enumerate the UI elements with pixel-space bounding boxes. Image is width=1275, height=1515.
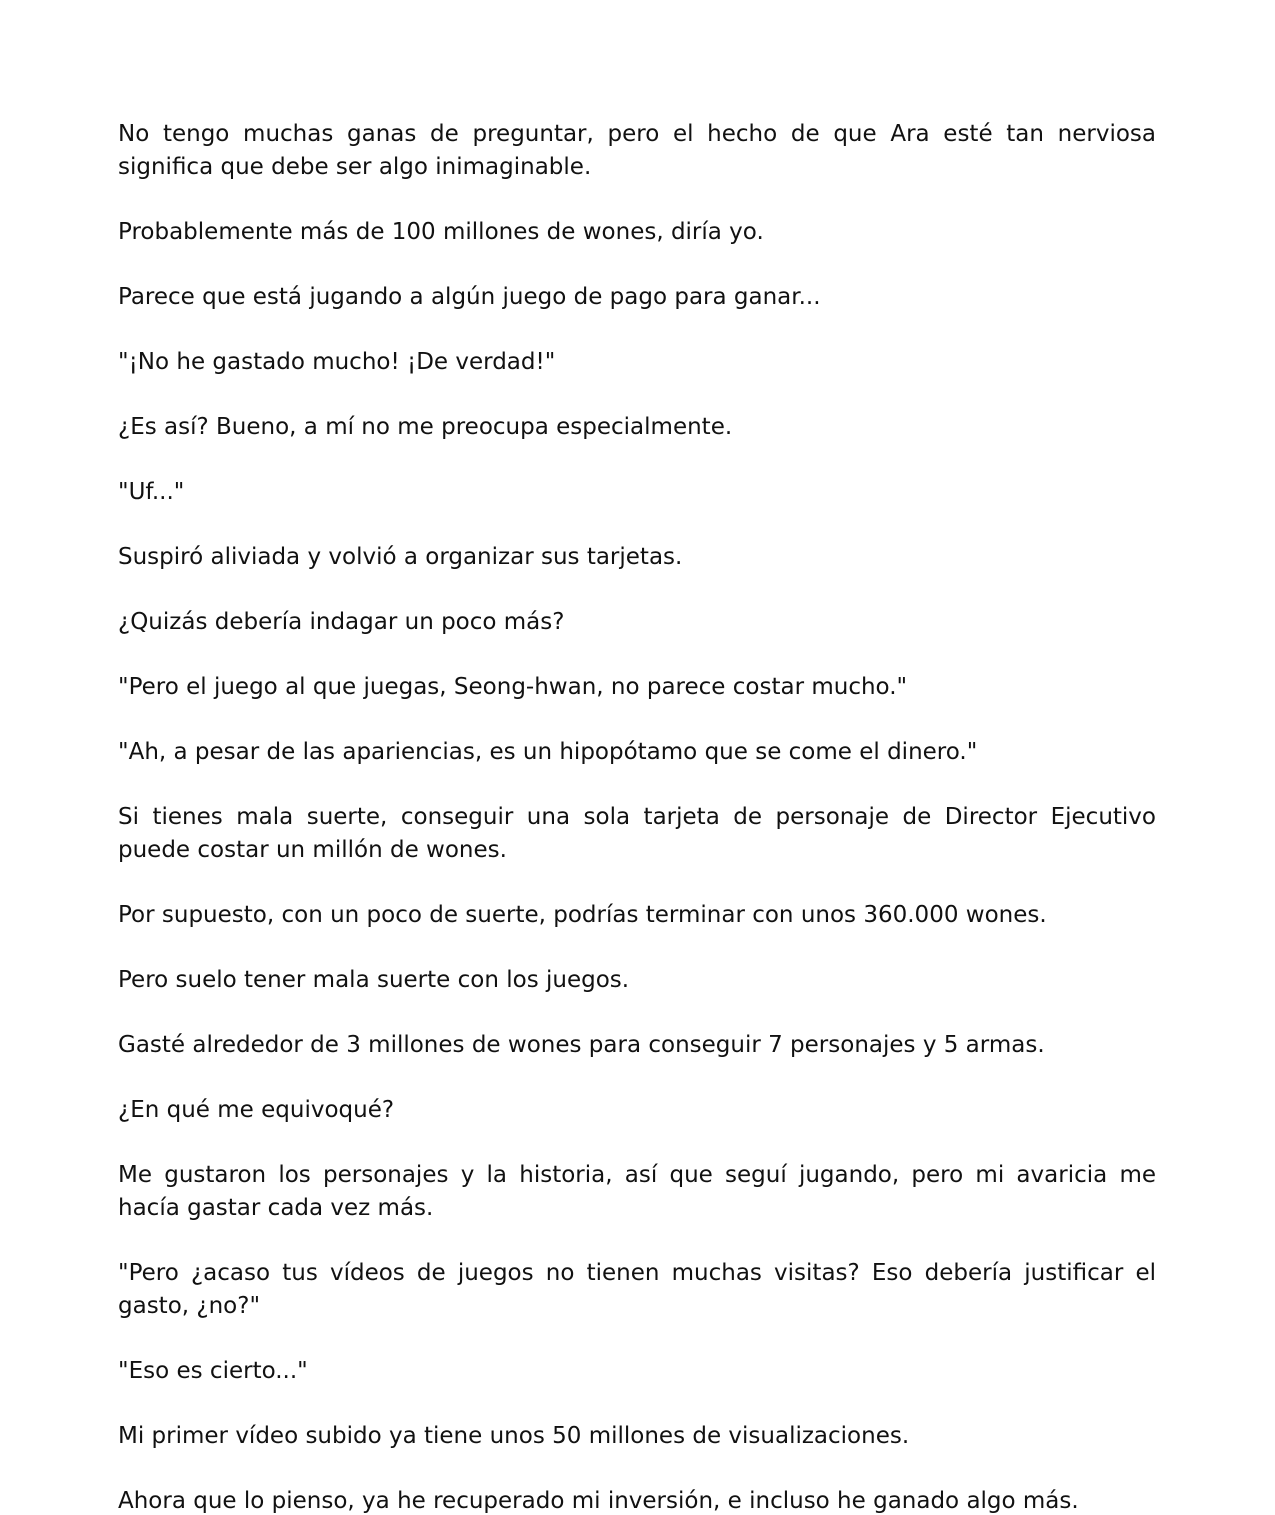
paragraph: "¡No he gastado mucho! ¡De verdad!" (118, 349, 556, 375)
text-column (118, 118, 1156, 1515)
paragraph: ¿Quizás debería indagar un poco más? (118, 609, 565, 635)
paragraph: Gasté alrededor de 3 millones de wones para conseguir 7 personajes y 5 armas. (118, 1032, 1045, 1058)
paragraph: ¿Es así? Bueno, a mí no me preocupa especialmente. (118, 414, 733, 440)
paragraph: Si tienes mala suerte, conseguir una sola tarjeta de personaje de Director Ejecutivo puede costar un millón de wones. (118, 804, 1156, 863)
paragraph: Mi primer vídeo subido ya tiene unos 50 millones de visualizaciones. (118, 1423, 910, 1449)
paragraph: "Eso es cierto..." (118, 1358, 308, 1384)
paragraph: No tengo muchas ganas de preguntar, pero el hecho de que Ara esté tan nerviosa significa que debe ser algo inimaginable. (118, 121, 1156, 180)
paragraph: Parece que está jugando a algún juego de pago para ganar... (118, 284, 821, 310)
paragraph: Probablemente más de 100 millones de wones, diría yo. (118, 219, 764, 245)
paragraph: Pero suelo tener mala suerte con los juegos. (118, 967, 630, 993)
paragraph: ¿En qué me equivoqué? (118, 1097, 395, 1123)
paragraph: Me gustaron los personajes y la historia, así que seguí jugando, pero mi avaricia me hacía gastar cada vez más. (118, 1162, 1156, 1221)
paragraph: "Pero el juego al que juegas, Seong-hwan, no parece costar mucho." (118, 674, 908, 700)
paragraph: "Ah, a pesar de las apariencias, es un hipopótamo que se come el dinero." (118, 739, 978, 765)
paragraph: Por supuesto, con un poco de suerte, podrías terminar con unos 360.000 wones. (118, 902, 1047, 928)
paragraph: Ahora que lo pienso, ya he recuperado mi inversión, e incluso he ganado algo más. (118, 1488, 1079, 1514)
paragraph: "Uf..." (118, 479, 185, 505)
paragraph: Suspiró aliviada y volvió a organizar sus tarjetas. (118, 544, 683, 570)
paragraph: "Pero ¿acaso tus vídeos de juegos no tienen muchas visitas? Eso debería justificar el gasto, ¿no?" (118, 1260, 1156, 1319)
